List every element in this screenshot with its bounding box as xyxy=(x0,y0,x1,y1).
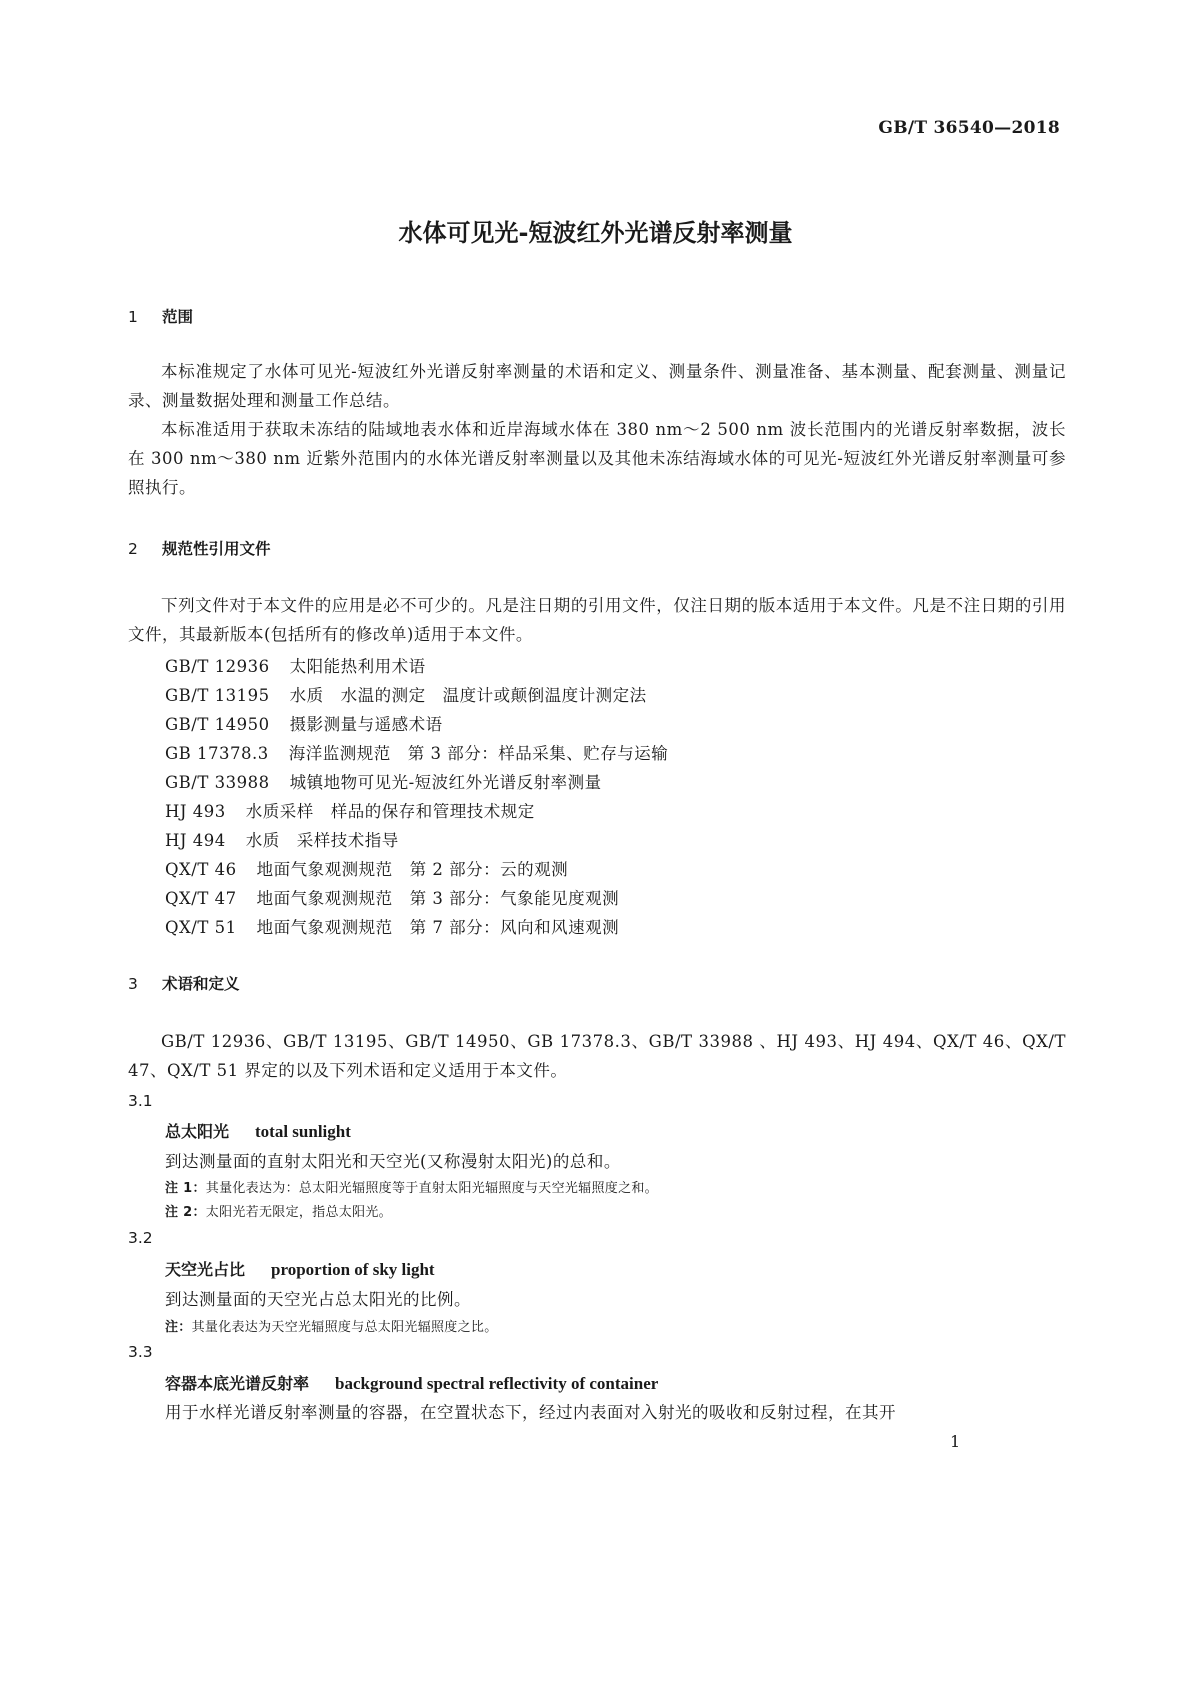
reference-item xyxy=(165,740,668,764)
reference-title: 水质采样 样品的保存和管理技术规定 xyxy=(245,802,535,821)
term-note xyxy=(165,1316,498,1335)
reference-title: 地面气象观测规范 第 3 部分：气象能见度观测 xyxy=(256,889,620,908)
section-title: 术语和定义 xyxy=(162,975,240,993)
reference-item xyxy=(165,711,443,735)
reference-code: HJ 493 xyxy=(165,802,226,821)
term-heading xyxy=(165,1371,658,1394)
standard-number: GB/T 36540—2018 xyxy=(878,118,1060,138)
term-zh: 总太阳光 xyxy=(165,1122,230,1141)
reference-item xyxy=(165,914,619,938)
reference-item xyxy=(165,798,535,822)
section-number: 2 xyxy=(128,540,138,558)
term-heading xyxy=(165,1119,351,1142)
reference-code: QX/T 47 xyxy=(165,889,237,908)
section-2-intro: 下列文件对于本文件的应用是必不可少的。凡是注日期的引用文件，仅注日期的版本适用于本文件。凡是不注日期的引用文件，其最新版本(包括所有的修改单)适用于本文件。 xyxy=(128,596,1066,644)
section-title: 范围 xyxy=(162,308,194,326)
reference-title: 摄影测量与遥感术语 xyxy=(289,715,443,734)
reference-code: GB/T 14950 xyxy=(165,715,270,734)
reference-title: 海洋监测规范 第 3 部分：样品采集、贮存与运输 xyxy=(288,744,669,763)
reference-item xyxy=(165,827,399,851)
term-note xyxy=(165,1177,658,1196)
note-text: 其量化表达为天空光辐照度与总太阳光辐照度之比。 xyxy=(191,1320,498,1335)
section-title: 规范性引用文件 xyxy=(162,540,271,558)
note-label: 注 1： xyxy=(165,1181,206,1196)
reference-code: QX/T 46 xyxy=(165,860,237,879)
reference-title: 城镇地物可见光-短波红外光谱反射率测量 xyxy=(289,773,602,792)
reference-item xyxy=(165,769,602,793)
reference-code: GB/T 12936 xyxy=(165,657,270,676)
term-number: 3.3 xyxy=(128,1343,153,1361)
reference-item xyxy=(165,682,647,706)
term-zh: 容器本底光谱反射率 xyxy=(165,1374,310,1393)
term-number: 3.2 xyxy=(128,1229,153,1247)
section-3-intro: GB/T 12936、GB/T 13195、GB/T 14950、GB 17378.3、GB/T 33988 、HJ 493、HJ 494、QX/T 46、QX/T 47、QX/T 51 界定的以及下列术语和定义适用于本文件。 xyxy=(128,1032,1066,1080)
reference-code: GB/T 33988 xyxy=(165,773,270,792)
note-text: 其量化表达为：总太阳光辐照度等于直射太阳光辐照度与天空光辐照度之和。 xyxy=(205,1181,658,1196)
note-label: 注 2： xyxy=(165,1205,206,1220)
term-en: proportion of sky light xyxy=(271,1260,435,1279)
term-heading xyxy=(165,1257,435,1280)
reference-title: 太阳能热利用术语 xyxy=(289,657,426,676)
section-1-paragraph-2: 本标准适用于获取未冻结的陆域地表水体和近岸海域水体在 380 nm～2 500 nm 波长范围内的光谱反射率数据，波长在 300 nm～380 nm 近紫外范围内的水体光谱反射率测量以及其他未冻结海域水体的可见光-短波红外光谱反射率测量可参照执行。 xyxy=(128,420,1066,497)
reference-code: QX/T 51 xyxy=(165,918,237,937)
page-number: 1 xyxy=(950,1432,961,1451)
reference-code: GB/T 13195 xyxy=(165,686,270,705)
section-1-heading xyxy=(128,305,193,327)
term-definition: 用于水样光谱反射率测量的容器，在空置状态下，经过内表面对入射光的吸收和反射过程，在其开 xyxy=(165,1403,896,1422)
reference-title: 地面气象观测规范 第 2 部分：云的观测 xyxy=(256,860,569,879)
note-text: 太阳光若无限定，指总太阳光。 xyxy=(205,1205,392,1220)
section-number: 3 xyxy=(128,975,138,993)
section-3-heading xyxy=(128,972,240,994)
term-number: 3.1 xyxy=(128,1092,153,1110)
section-1-paragraph-1: 本标准规定了水体可见光-短波红外光谱反射率测量的术语和定义、测量条件、测量准备、基本测量、配套测量、测量记录、测量数据处理和测量工作总结。 xyxy=(128,362,1066,410)
term-definition: 到达测量面的天空光占总太阳光的比例。 xyxy=(165,1290,471,1309)
reference-item xyxy=(165,653,426,677)
reference-code: GB 17378.3 xyxy=(165,744,269,763)
reference-title: 水质 水温的测定 温度计或颠倒温度计测定法 xyxy=(289,686,647,705)
reference-title: 地面气象观测规范 第 7 部分：风向和风速观测 xyxy=(256,918,620,937)
reference-title: 水质 采样技术指导 xyxy=(245,831,399,850)
section-number: 1 xyxy=(128,308,138,326)
term-definition: 到达测量面的直射太阳光和天空光(又称漫射太阳光)的总和。 xyxy=(165,1152,621,1171)
reference-item xyxy=(165,885,619,909)
term-zh: 天空光占比 xyxy=(165,1260,246,1279)
document-title: 水体可见光-短波红外光谱反射率测量 xyxy=(398,219,793,247)
section-2-heading xyxy=(128,537,271,559)
reference-code: HJ 494 xyxy=(165,831,226,850)
reference-item xyxy=(165,856,568,880)
term-note xyxy=(165,1201,392,1220)
term-en: total sunlight xyxy=(255,1122,351,1141)
note-label: 注： xyxy=(165,1320,192,1335)
term-en: background spectral reflectivity of container xyxy=(335,1374,659,1393)
